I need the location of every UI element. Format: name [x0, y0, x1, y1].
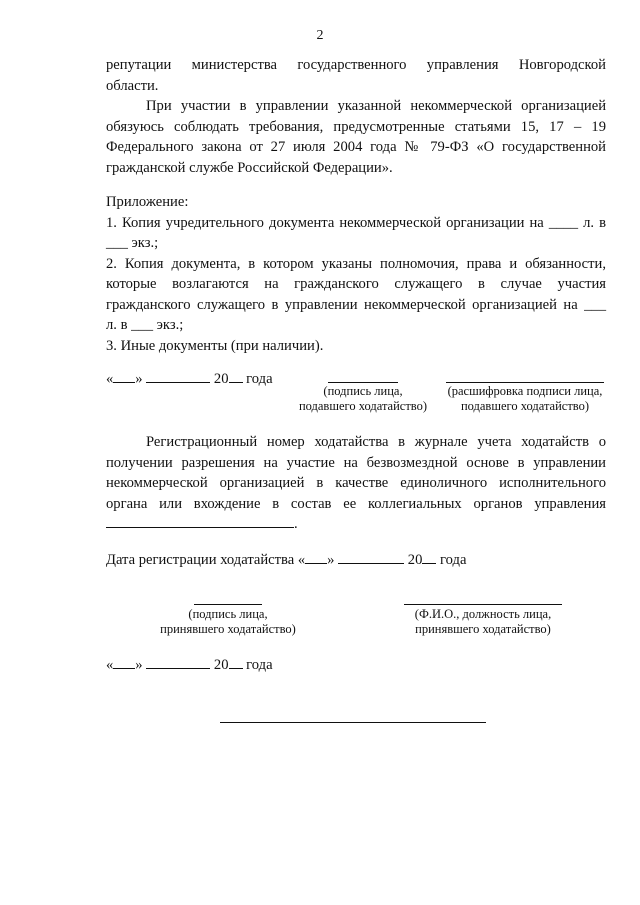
appendix-heading: Приложение:	[106, 194, 189, 210]
registration-number-field: .	[106, 514, 606, 535]
appendix-item-2-cont: которые возлагаются на гражданского служащего в случае участия	[106, 276, 606, 292]
applicant-name-caption: (расшифровка подписи лица, подавшего ходатайство)	[447, 384, 603, 413]
year-blank	[229, 655, 243, 669]
text-line: гражданской службе Российской Федерации».	[106, 159, 393, 176]
appendix-item-1: 1. Копия учредительного документа некоммерческой организации на ____ л. в	[106, 214, 606, 231]
receiver-signature-caption: (подпись лица, принявшего ходатайство)	[160, 607, 296, 636]
appendix-section	[106, 192, 606, 356]
appendix-item-1-cont: ___ экз.;	[106, 235, 159, 251]
appendix-item-3: 3. Иные документы (при наличии).	[106, 337, 324, 354]
text-line: некоммерческой организацией в качестве единоличного исполнительного	[106, 475, 606, 491]
day-blank	[305, 550, 327, 564]
day-blank	[113, 369, 135, 383]
appendix-item-2-cont: гражданского служащего в управлении некоммерческой организацией на ___	[106, 296, 606, 313]
applicant-signature-caption: (подпись лица, подавшего ходатайство)	[298, 384, 428, 413]
year-blank	[229, 369, 243, 383]
text-line: области.	[106, 77, 159, 94]
paragraph-reputation	[106, 55, 606, 96]
month-blank	[338, 550, 404, 564]
text-line: При участии в управлении указанной некоммерческой организацией	[146, 98, 606, 114]
text-line: репутации министерства государственного управления Новгородской	[106, 57, 606, 73]
receiver-name-line	[404, 604, 562, 605]
closing-divider	[220, 722, 486, 723]
text-line: Регистрационный номер ходатайства в журнале учета ходатайств о	[146, 434, 606, 450]
registration-paragraph	[106, 432, 606, 535]
receiver-name-caption: (Ф.И.О., должность лица, принявшего ходатайство)	[414, 607, 552, 636]
paragraph-obligation	[106, 96, 606, 178]
applicant-signature-line	[328, 382, 398, 383]
text-line: получении разрешения на участие на безвозмездной основе в управлении	[106, 454, 606, 471]
appendix-item-2-cont: л. в ___ экз.;	[106, 317, 184, 333]
final-date-field: « » 20 года	[106, 657, 273, 673]
text-line: обязуюсь соблюдать требования, предусмотренные статьями 15, 17 – 19	[106, 118, 606, 135]
month-blank	[146, 369, 210, 383]
text-line: Федерального закона от 27 июля 2004 года № 79-ФЗ «О государственной	[106, 139, 606, 155]
day-blank	[113, 655, 135, 669]
text-line: органа или вхождение в состав ее коллегиальных органов управления	[106, 495, 606, 512]
month-blank	[146, 655, 210, 669]
year-blank	[422, 550, 436, 564]
registration-date-field: Дата регистрации ходатайства « » 20 года	[106, 552, 467, 568]
receiver-signature-line	[194, 604, 262, 605]
appendix-item-2: 2. Копия документа, в котором указаны полномочия, права и обязанности,	[106, 255, 606, 272]
applicant-date-field: « » 20 года	[106, 371, 273, 387]
page-number: 2	[316, 28, 324, 43]
registration-number-blank	[106, 514, 294, 528]
applicant-name-line	[446, 382, 604, 383]
